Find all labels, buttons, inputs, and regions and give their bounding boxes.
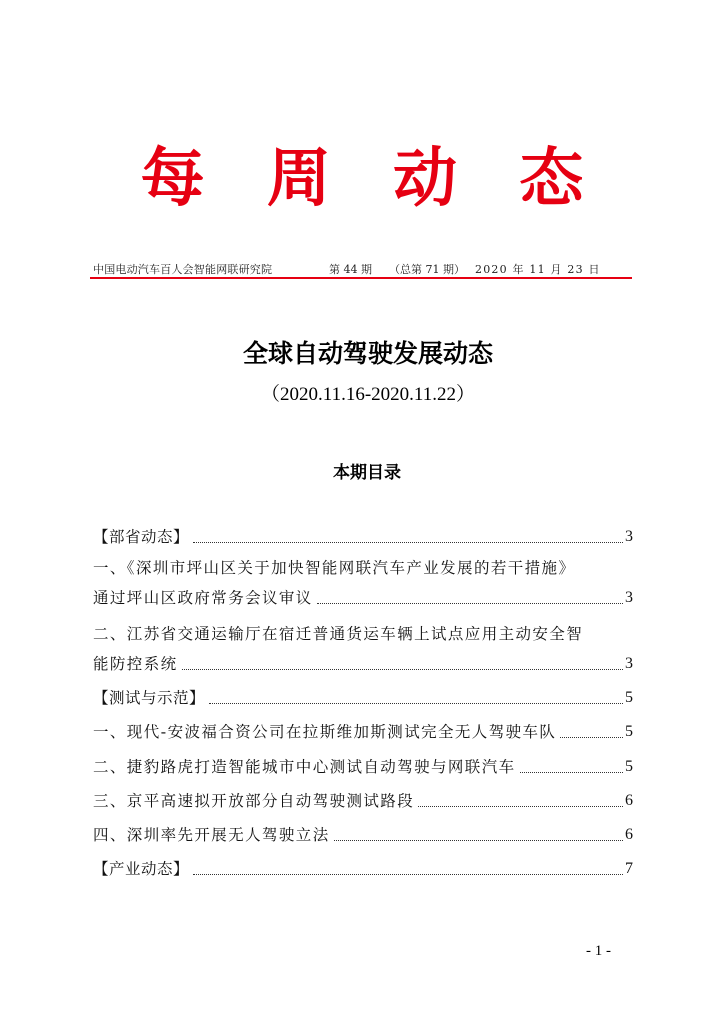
- toc-leader-dots: [317, 603, 623, 604]
- toc-entry-label-line1: 二、江苏省交通运输厅在宿迁普通货运车辆上试点应用主动安全智: [93, 625, 584, 643]
- publisher-name: 中国电动汽车百人会智能网联研究院: [93, 263, 273, 276]
- toc-entry-label: 四、深圳率先开展无人驾驶立法: [93, 826, 330, 844]
- toc-entry-ministry-news[interactable]: [93, 525, 633, 549]
- toc-page-number: 6: [625, 826, 633, 843]
- toc-page-number: 3: [625, 528, 633, 545]
- red-divider-rule: [90, 277, 632, 279]
- toc-entry-label: 【测试与示范】: [93, 689, 206, 707]
- toc-entry-label-line2: 通过坪山区政府常务会议审议: [93, 589, 313, 607]
- toc-leader-dots: [418, 806, 623, 807]
- page-number: - 1 -: [586, 943, 611, 959]
- toc-heading: 本期目录: [333, 463, 401, 482]
- toc-entry-shenzhen-legislation[interactable]: [93, 823, 633, 847]
- toc-entry-jaguar-land-rover[interactable]: [93, 755, 633, 779]
- toc-leader-dots: [182, 669, 623, 670]
- toc-page-number: 7: [625, 860, 633, 877]
- issue-info-line: [93, 262, 601, 278]
- toc-entry-testing-demo[interactable]: [93, 686, 633, 710]
- toc-page-number: 5: [625, 689, 633, 706]
- toc-entry-industry-news[interactable]: [93, 857, 633, 881]
- toc-leader-dots: [193, 874, 623, 875]
- toc-leader-dots: [209, 703, 623, 704]
- toc-entry-label: 一、现代-安波福合资公司在拉斯维加斯测试完全无人驾驶车队: [93, 723, 557, 741]
- toc-leader-dots: [560, 737, 623, 738]
- toc-page-number: 6: [625, 792, 633, 809]
- document-title: 全球自动驾驶发展动态: [242, 339, 493, 368]
- toc-entry-pingshan-measures[interactable]: [93, 556, 633, 610]
- toc-entry-label: 【部省动态】: [93, 528, 190, 546]
- toc-leader-dots: [193, 542, 623, 543]
- toc-entry-jiangsu-safety-system[interactable]: [93, 622, 633, 676]
- masthead-title: 每 周 动 态: [140, 141, 604, 216]
- toc-entry-label-line1: 一、《深圳市坪山区关于加快智能网联汽车产业发展的若干措施》: [93, 559, 576, 577]
- toc-entry-label: 三、京平高速拟开放部分自动驾驶测试路段: [93, 792, 415, 810]
- toc-leader-dots: [520, 772, 623, 773]
- toc-page-number: 5: [625, 723, 633, 740]
- toc-entry-hyundai-aptiv[interactable]: [93, 720, 633, 744]
- document-date-range: （2020.11.16-2020.11.22）: [261, 384, 475, 405]
- toc-entry-label: 【产业动态】: [93, 860, 190, 878]
- issue-number: 第 44 期: [329, 263, 372, 276]
- toc-page-number: 3: [625, 655, 633, 672]
- toc-page-number: 3: [625, 589, 633, 606]
- issue-date: 2020 年 11 月 23 日: [475, 263, 601, 276]
- toc-entry-label: 二、捷豹路虎打造智能城市中心测试自动驾驶与网联汽车: [93, 758, 516, 776]
- toc-page-number: 5: [625, 758, 633, 775]
- toc-entry-label-line2: 能防控系统: [93, 655, 178, 673]
- toc-leader-dots: [334, 840, 623, 841]
- total-issue-number: （总第 71 期）: [389, 263, 465, 276]
- toc-entry-jingping-expressway[interactable]: [93, 789, 633, 813]
